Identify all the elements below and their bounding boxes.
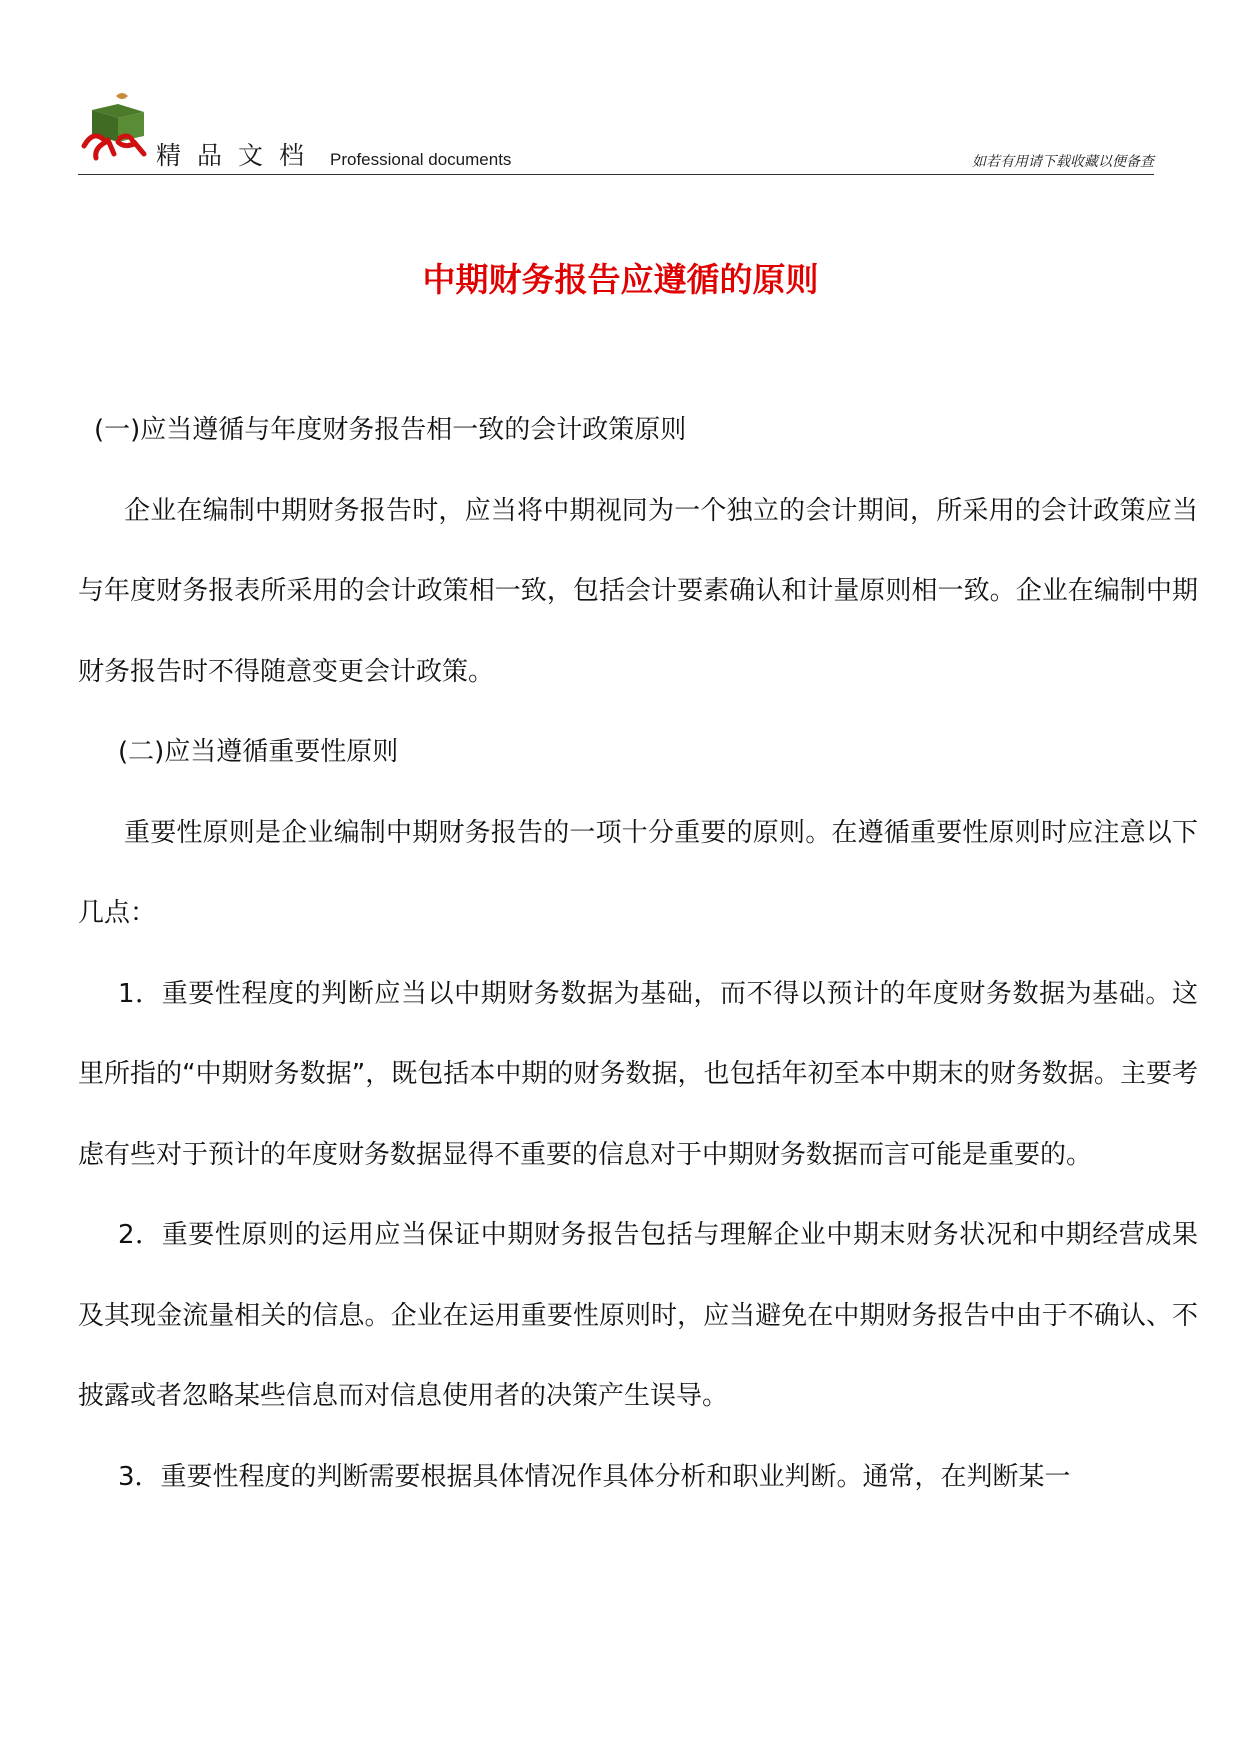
book-logo-icon — [78, 88, 158, 168]
brand-name: 精品文档 — [156, 141, 321, 170]
body-paragraph-1: 企业在编制中期财务报告时，应当将中期视同为一个独立的会计期间，所采用的会计政策应当与年度财务报表所采用的会计政策相一致，包括会计要素确认和计量原则相一致。企业在编制中期财务报告时不得随意变更会计政策。 — [78, 495, 1198, 687]
brand-name-english: Professional documents — [330, 150, 512, 169]
section-heading-1: (一)应当遵循与年度财务报告相一致的会计政策原则 — [94, 415, 687, 445]
document-title: 中期财务报告应遵循的原则 — [422, 260, 819, 299]
section-heading-2: (二)应当遵循重要性原则 — [118, 737, 399, 767]
body-paragraph-2: 重要性原则是企业编制中期财务报告的一项十分重要的原则。在遵循重要性原则时应注意以下几点： — [78, 817, 1198, 928]
header-tagline: 如若有用请下载收藏以便备查 — [972, 154, 1154, 170]
document-header — [78, 88, 1154, 175]
list-item-2: 2．重要性原则的运用应当保证中期财务报告包括与理解企业中期末财务状况和中期经营成果及其现金流量相关的信息。企业在运用重要性原则时，应当避免在中期财务报告中由于不确认、不披露或者忽略某些信息而对信息使用者的决策产生误导。 — [78, 1220, 1198, 1411]
list-item-1: 1．重要性程度的判断应当以中期财务数据为基础，而不得以预计的年度财务数据为基础。这里所指的“中期财务数据”，既包括本中期的财务数据，也包括年初至本中期末的财务数据。主要考虑有些对于预计的年度财务数据显得不重要的信息对于中期财务数据而言可能是重要的。 — [78, 978, 1198, 1170]
list-item-3: 3．重要性程度的判断需要根据具体情况作具体分析和职业判断。通常，在判断某一 — [118, 1461, 1071, 1492]
document-body — [78, 390, 1198, 1517]
